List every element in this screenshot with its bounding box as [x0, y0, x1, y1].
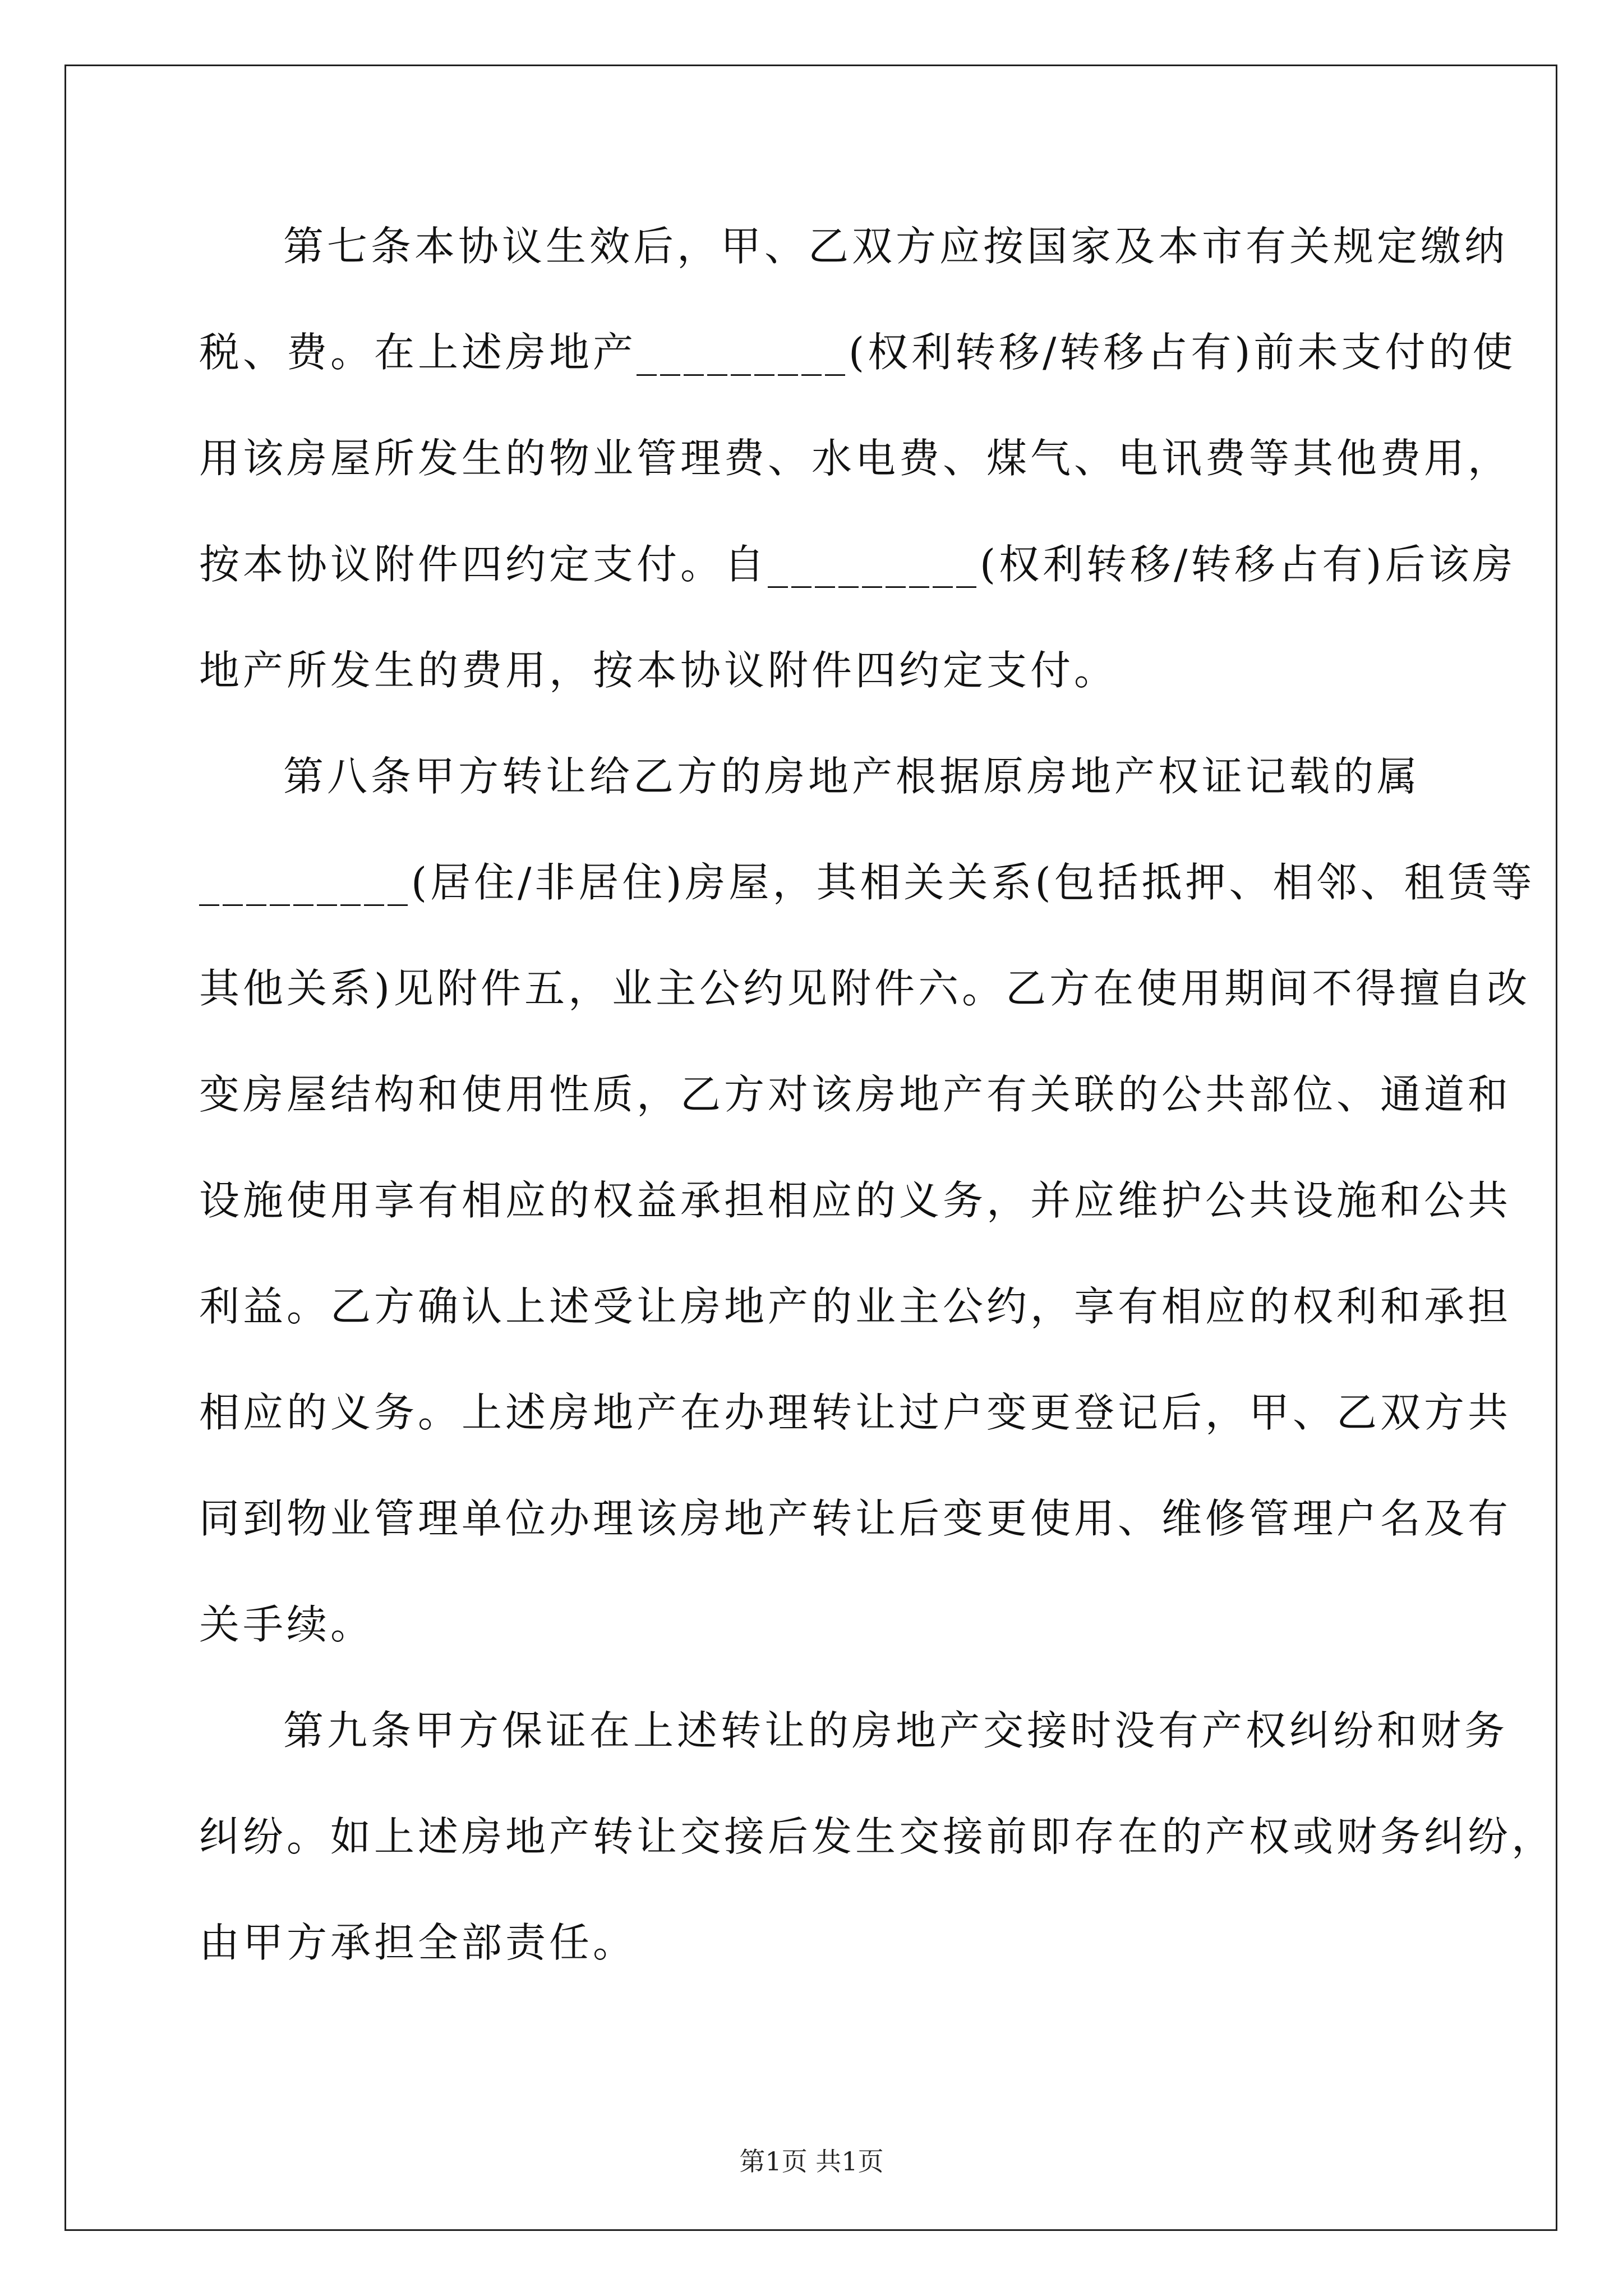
- paragraph-1-line-1: 第七条本协议生效后，甲、乙双方应按国家及本市有关规定缴纳: [283, 223, 1509, 270]
- paragraph-2-line-8: 同到物业管理单位办理该房地产转让后变更使用、维修管理户名及有: [199, 1495, 1512, 1542]
- paragraph-2-line-4: 变房屋结构和使用性质，乙方对该房地产有关联的公共部位、通道和: [199, 1071, 1512, 1118]
- paragraph-2-line-1: 第八条甲方转让给乙方的房地产根据原房地产权证记载的属: [283, 753, 1421, 800]
- page-footer: [0, 2141, 1623, 2178]
- paragraph-2-line-6: 利益。乙方确认上述受让房地产的业主公约，享有相应的权利和承担: [199, 1283, 1512, 1330]
- paragraph-3-line-1: 第九条甲方保证在上述转让的房地产交接时没有产权纠纷和财务: [283, 1707, 1509, 1754]
- paragraph-2-line-9: 关手续。: [199, 1601, 375, 1648]
- page-number-text: 第1页 共1页: [739, 2146, 884, 2177]
- paragraph-1-line-3: 用该房屋所发生的物业管理费、水电费、煤气、电讯费等其他费用，: [199, 435, 1512, 482]
- paragraph-2-line-2: _________(居住/非居住)房屋，其相关关系(包括抵押、相邻、租赁等: [199, 859, 1536, 906]
- paragraph-3-line-3: 由甲方承担全部责任。: [199, 1919, 637, 1966]
- document-body: [199, 213, 1556, 2015]
- paragraph-2-line-5: 设施使用享有相应的权益承担相应的义务，并应维护公共设施和公共: [199, 1177, 1512, 1224]
- paragraph-1-line-2: 税、费。在上述房地产_________(权利转移/转移占有)前未支付的使: [199, 329, 1516, 376]
- paragraph-1-line-4: 按本协议附件四约定支付。自_________(权利转移/转移占有)后该房: [199, 541, 1516, 588]
- paragraph-3-line-2: 纠纷。如上述房地产转让交接后发生交接前即存在的产权或财务纠纷，: [199, 1813, 1556, 1860]
- paragraph-1-line-5: 地产所发生的费用，按本协议附件四约定支付。: [199, 647, 1118, 694]
- paragraph-2-line-7: 相应的义务。上述房地产在办理转让过户变更登记后，甲、乙双方共: [199, 1389, 1512, 1436]
- paragraph-2-line-3: 其他关系)见附件五，业主公约见附件六。乙方在使用期间不得擅自改: [199, 965, 1531, 1012]
